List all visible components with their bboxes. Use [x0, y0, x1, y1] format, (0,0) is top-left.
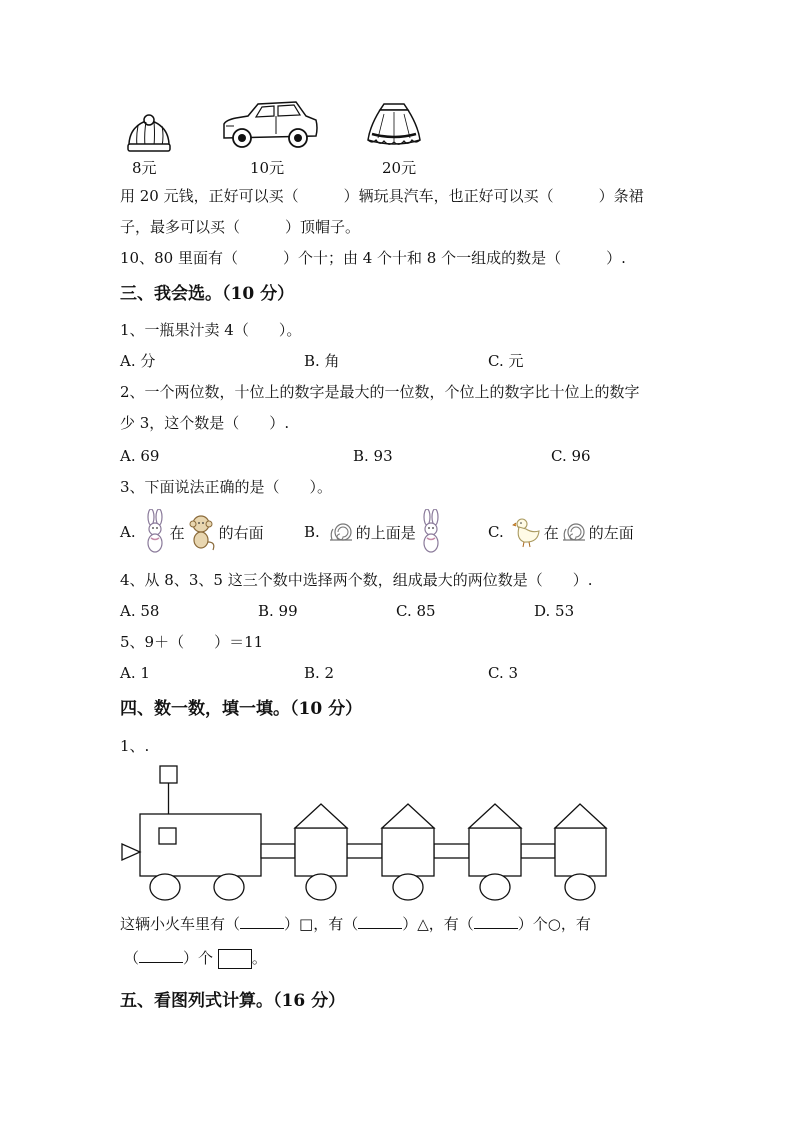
wheel — [480, 874, 510, 900]
car-1-body — [295, 828, 347, 876]
wheel — [214, 874, 244, 900]
wheel — [393, 874, 423, 900]
wheel — [565, 874, 595, 900]
s3-q3-option-c — [488, 508, 634, 556]
s3-q4-stem: 4、从 8、3、5 这三个数中选择两个数，组成最大的两位数是（ ）. — [120, 571, 593, 589]
s3-q1-option-b: B. 角 — [304, 352, 340, 370]
s4-fill-line-2-part-2: ）个 — [183, 949, 214, 967]
s3-q3-option-a — [120, 508, 264, 556]
snail-icon — [328, 521, 354, 543]
car-4-roof — [555, 804, 606, 828]
answer-blank[interactable] — [474, 914, 518, 929]
hat-price: 8元 — [132, 159, 157, 177]
q9-line-1: 用 20 元钱，正好可以买（ ）辆玩具汽车，也正好可以买（ ）条裙 — [120, 187, 644, 205]
s4-fill-line-1 — [120, 914, 591, 934]
s3-q5-option-b: B. 2 — [304, 664, 335, 682]
s3-q5-option-c: C. 3 — [488, 664, 519, 682]
s3-q5-stem: 5、9＋（ ）＝11 — [120, 633, 264, 651]
s4-q1-label: 1、. — [120, 737, 150, 755]
s4-fill-line-1-part-1: 这辆小火车里有（ — [120, 915, 241, 933]
s3-q4-option-b: B. 99 — [258, 602, 298, 620]
car-3-body — [469, 828, 521, 876]
rabbit-icon — [418, 509, 444, 555]
s3-q4-option-c: C. 85 — [396, 602, 436, 620]
car-3-roof — [469, 804, 521, 828]
skirt-price: 20元 — [382, 159, 417, 177]
wheel — [306, 874, 336, 900]
car-1-roof — [295, 804, 347, 828]
engine-front-triangle — [122, 844, 140, 860]
answer-blank[interactable] — [139, 948, 183, 963]
s3-q1-stem: 1、一瓶果汁卖 4（ ）。 — [120, 321, 302, 339]
s3-q3-a-label: A. — [120, 523, 136, 541]
engine-body — [140, 814, 261, 876]
toy-car-image — [218, 98, 322, 154]
wheel — [150, 874, 180, 900]
skirt-image — [364, 100, 424, 152]
train-figure — [118, 760, 618, 906]
s3-q2-option-c: C. 96 — [551, 447, 591, 465]
s4-fill-line-2-period: 。 — [251, 949, 267, 967]
s4-fill-line-2 — [124, 948, 267, 969]
s3-q2-option-a: A. 69 — [120, 447, 160, 465]
s3-q3-option-b — [304, 508, 444, 556]
s3-q2-stem-line-1: 2、一个两位数，十位上的数字是最大的一位数，个位上的数字比十位上的数字 — [120, 383, 640, 401]
s3-q3-b-label: B. — [304, 523, 320, 541]
snail-icon — [561, 521, 587, 543]
s3-q1-option-c: C. 元 — [488, 352, 524, 370]
s3-q3-c-word-2: 的左面 — [588, 523, 634, 542]
s3-q4-option-d: D. 53 — [534, 602, 575, 620]
s3-q3-a-word-1: 在 — [169, 523, 185, 542]
engine-window-square — [159, 828, 176, 844]
s3-q1-option-a: A. 分 — [120, 352, 156, 370]
hat-image — [124, 112, 174, 154]
s3-q2-stem-line-2: 少 3，这个数是（ ）. — [120, 414, 290, 432]
s3-q4-option-a: A. 58 — [120, 602, 160, 620]
s4-fill-line-1-part-2: ）□，有（ — [284, 915, 359, 933]
section-3-title: 三、我会选。（10 分） — [120, 284, 295, 304]
rectangle-shape-icon — [218, 949, 252, 969]
section-5-title: 五、看图列式计算。（16 分） — [120, 991, 346, 1011]
chimney-square — [160, 766, 177, 783]
s4-fill-line-2-part-1: （ — [124, 949, 140, 967]
s3-q3-c-label: C. — [488, 523, 504, 541]
s3-q3-c-word-1: 在 — [543, 523, 559, 542]
s4-fill-line-1-part-3: ）△，有（ — [402, 915, 474, 933]
s3-q3-stem: 3、下面说法正确的是（ ）。 — [120, 478, 333, 496]
car-2-roof — [382, 804, 434, 828]
s4-fill-line-1-part-4: ）个○，有 — [517, 915, 591, 933]
chick-icon — [512, 515, 542, 549]
answer-blank[interactable] — [240, 914, 284, 929]
s3-q5-option-a: A. 1 — [120, 664, 150, 682]
section-4-title: 四、数一数，填一填。（10 分） — [120, 699, 363, 719]
rabbit-icon — [142, 509, 168, 555]
s3-q3-a-word-2: 的右面 — [218, 523, 264, 542]
s3-q3-b-word-1: 的上面是 — [355, 523, 416, 542]
q10-question: 10、80 里面有（ ）个十；由 4 个十和 8 个一组成的数是（ ）. — [120, 249, 626, 267]
monkey-icon — [187, 512, 217, 552]
car-4-body — [555, 828, 606, 876]
s3-q2-option-b: B. 93 — [353, 447, 393, 465]
car-2-body — [382, 828, 434, 876]
q9-line-2: 子，最多可以买（ ）顶帽子。 — [120, 218, 361, 236]
answer-blank[interactable] — [358, 914, 402, 929]
car-price: 10元 — [250, 159, 285, 177]
